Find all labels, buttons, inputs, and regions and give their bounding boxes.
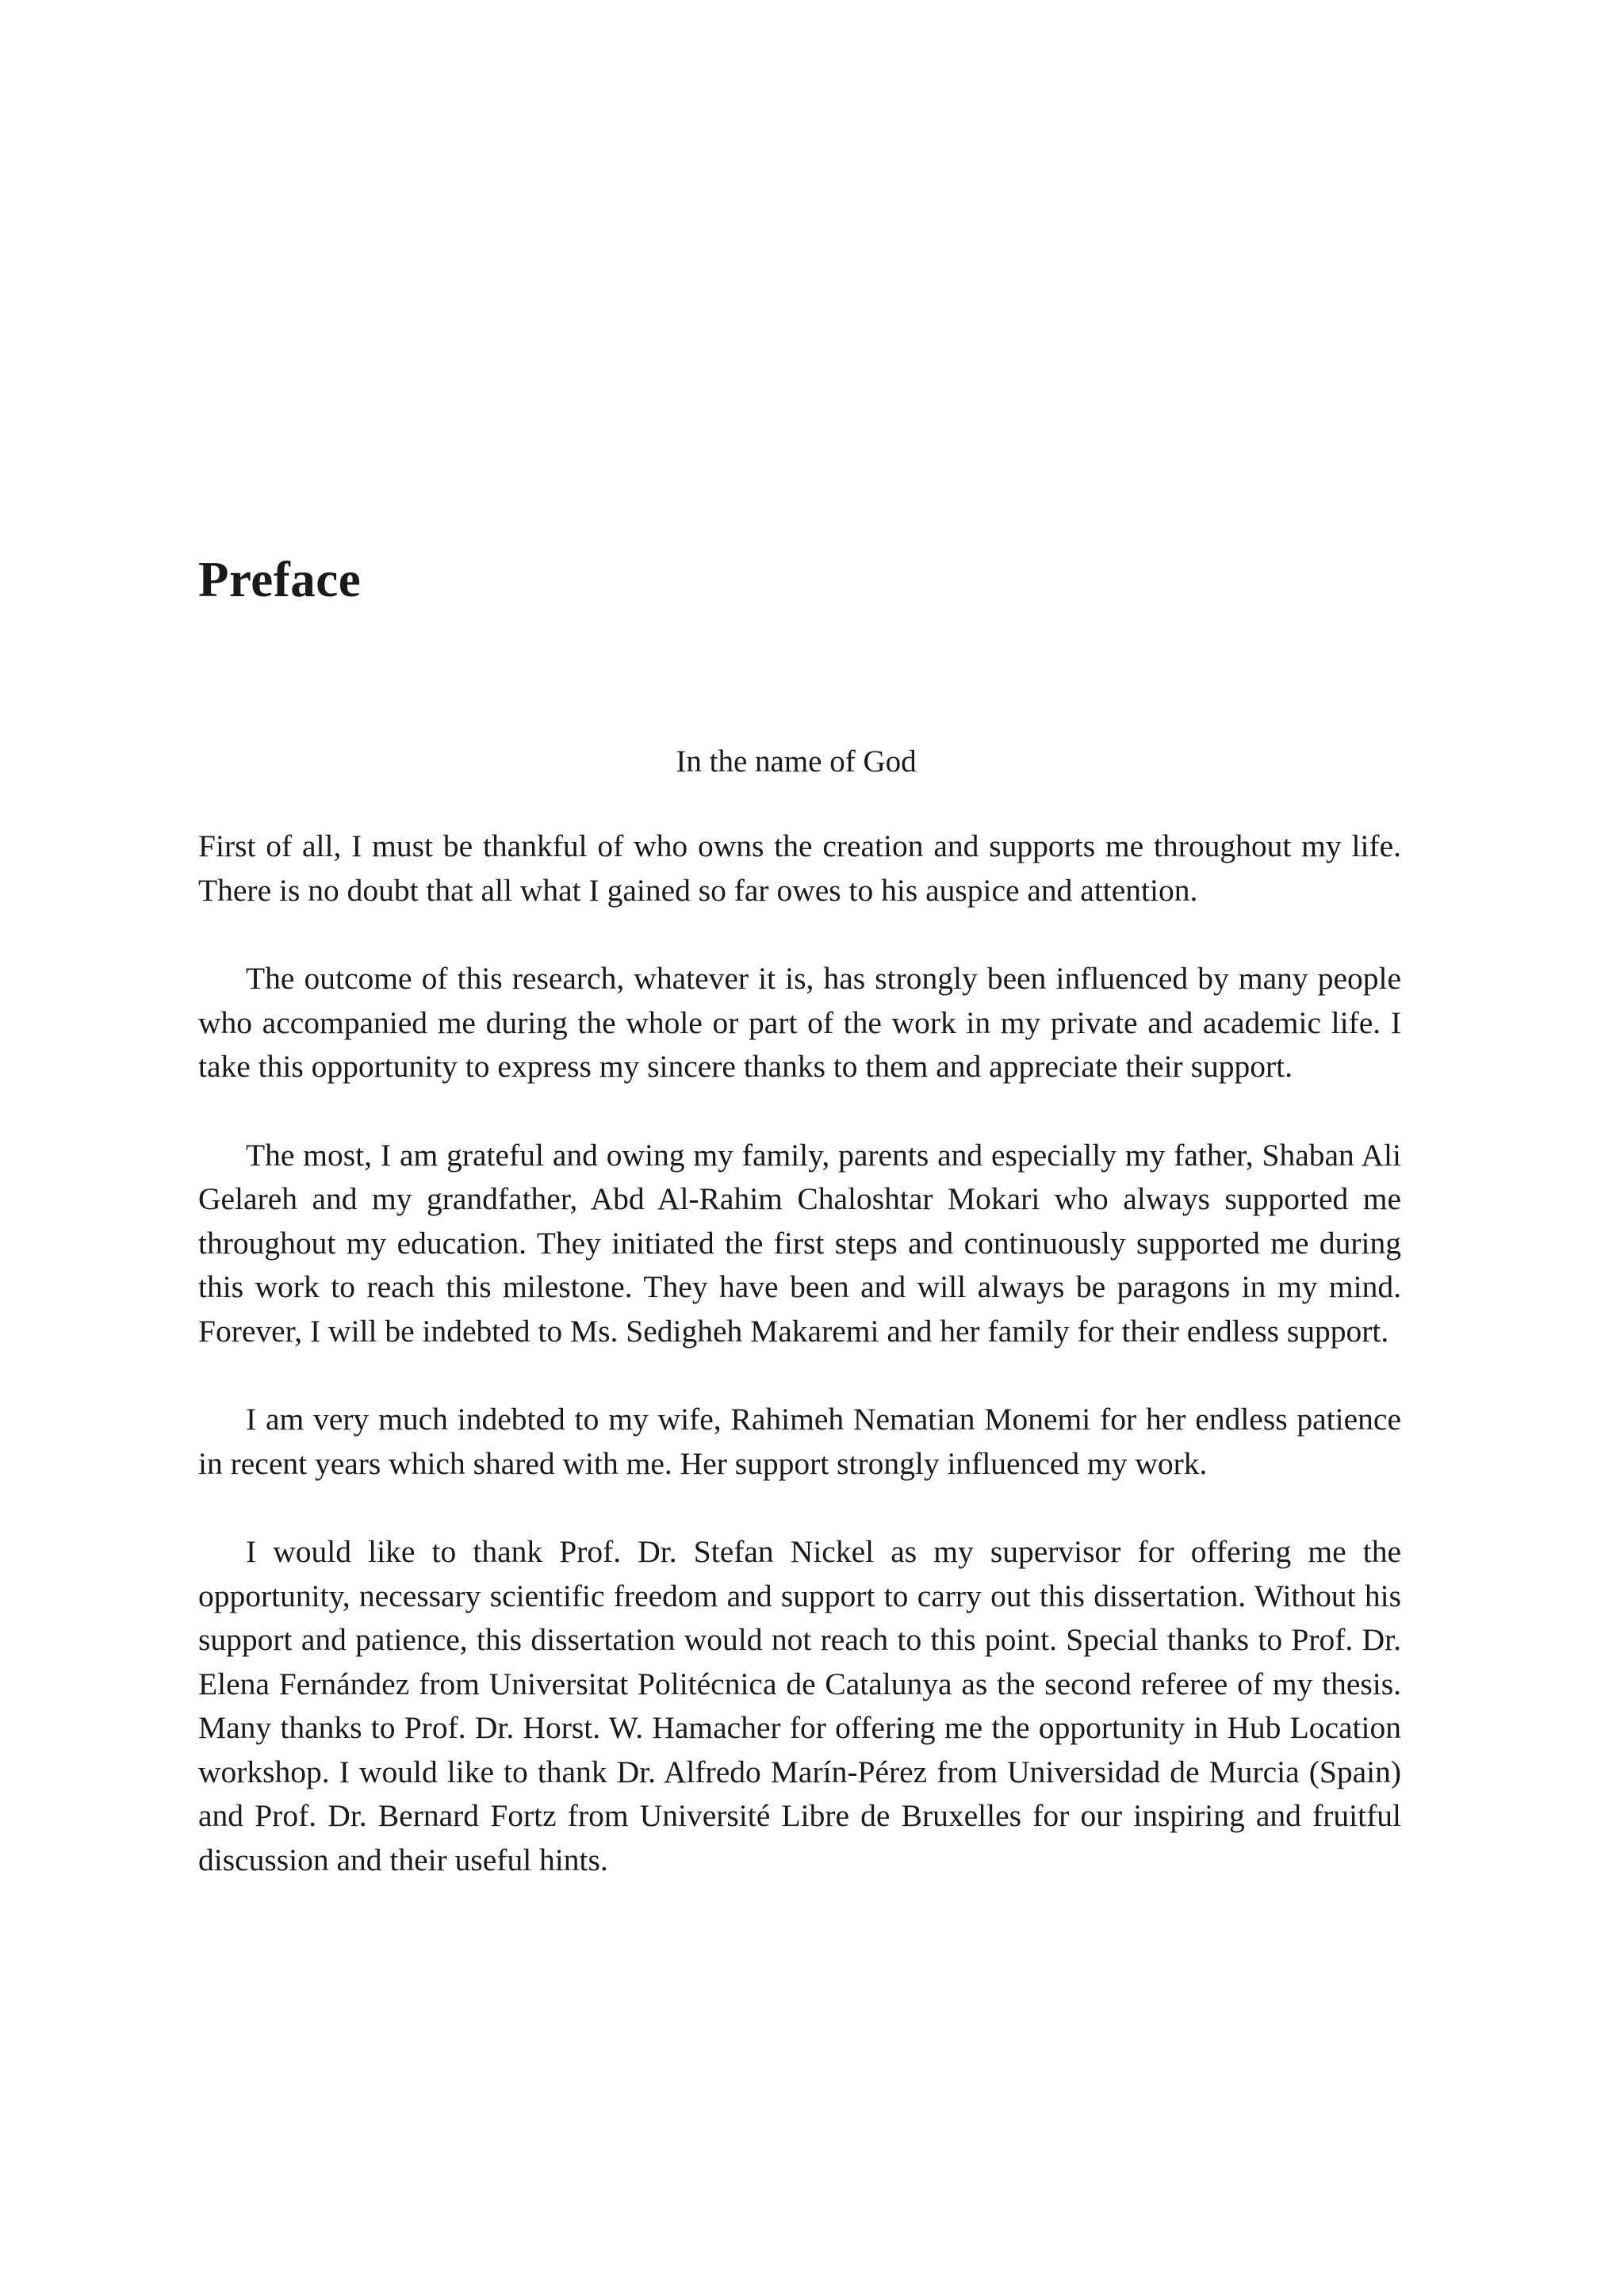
- paragraph: The most, I am grateful and owing my family, parents and especially my father, Shaban Ali Gelareh and my grandfather, Abd Al-Rahim Chaloshtar Mokari who always supported me throughout my education. They initiated the first steps and continuously supported me during this work to reach this milestone. They have been and will always be paragons in my mind. Forever, I will be indebted to Ms. Sedigheh Makaremi and her family for their endless support.: [198, 1137, 1401, 1349]
- preface-body: [198, 825, 1401, 1927]
- paragraph: I am very much indebted to my wife, Rahimeh Nematian Monemi for her endless patience in recent years which shared with me. Her support strongly influenced my work.: [198, 1402, 1401, 1481]
- chapter-title: Preface: [198, 552, 362, 607]
- dedication-line: In the name of God: [676, 744, 917, 779]
- paragraph: I would like to thank Prof. Dr. Stefan Nickel as my supervisor for offering me the opportunity, necessary scientific freedom and support to carry out this dissertation. Without his support and patience, this dissertation would not reach to this point. Special thanks to Prof. Dr. Elena Fernández from Universitat Politécnica de Catalunya as the second referee of my thesis. Many thanks to Prof. Dr. Horst. W. Hamacher for offering me the opportunity in Hub Location workshop. I would like to thank Dr. Alfredo Marín-Pérez from Universidad de Murcia (Spain) and Prof. Dr. Bernard Fortz from Université Libre de Bruxelles for our inspiring and fruitful discussion and their useful hints.: [198, 1534, 1401, 1877]
- paragraph: The outcome of this research, whatever it is, has strongly been influenced by many people who accompanied me during the whole or part of the work in my private and academic life. I take this opportunity to express my sincere thanks to them and appreciate their support.: [198, 961, 1401, 1084]
- paragraph: First of all, I must be thankful of who owns the creation and supports me throughout my life. There is no doubt that all what I gained so far owes to his auspice and attention.: [198, 828, 1401, 908]
